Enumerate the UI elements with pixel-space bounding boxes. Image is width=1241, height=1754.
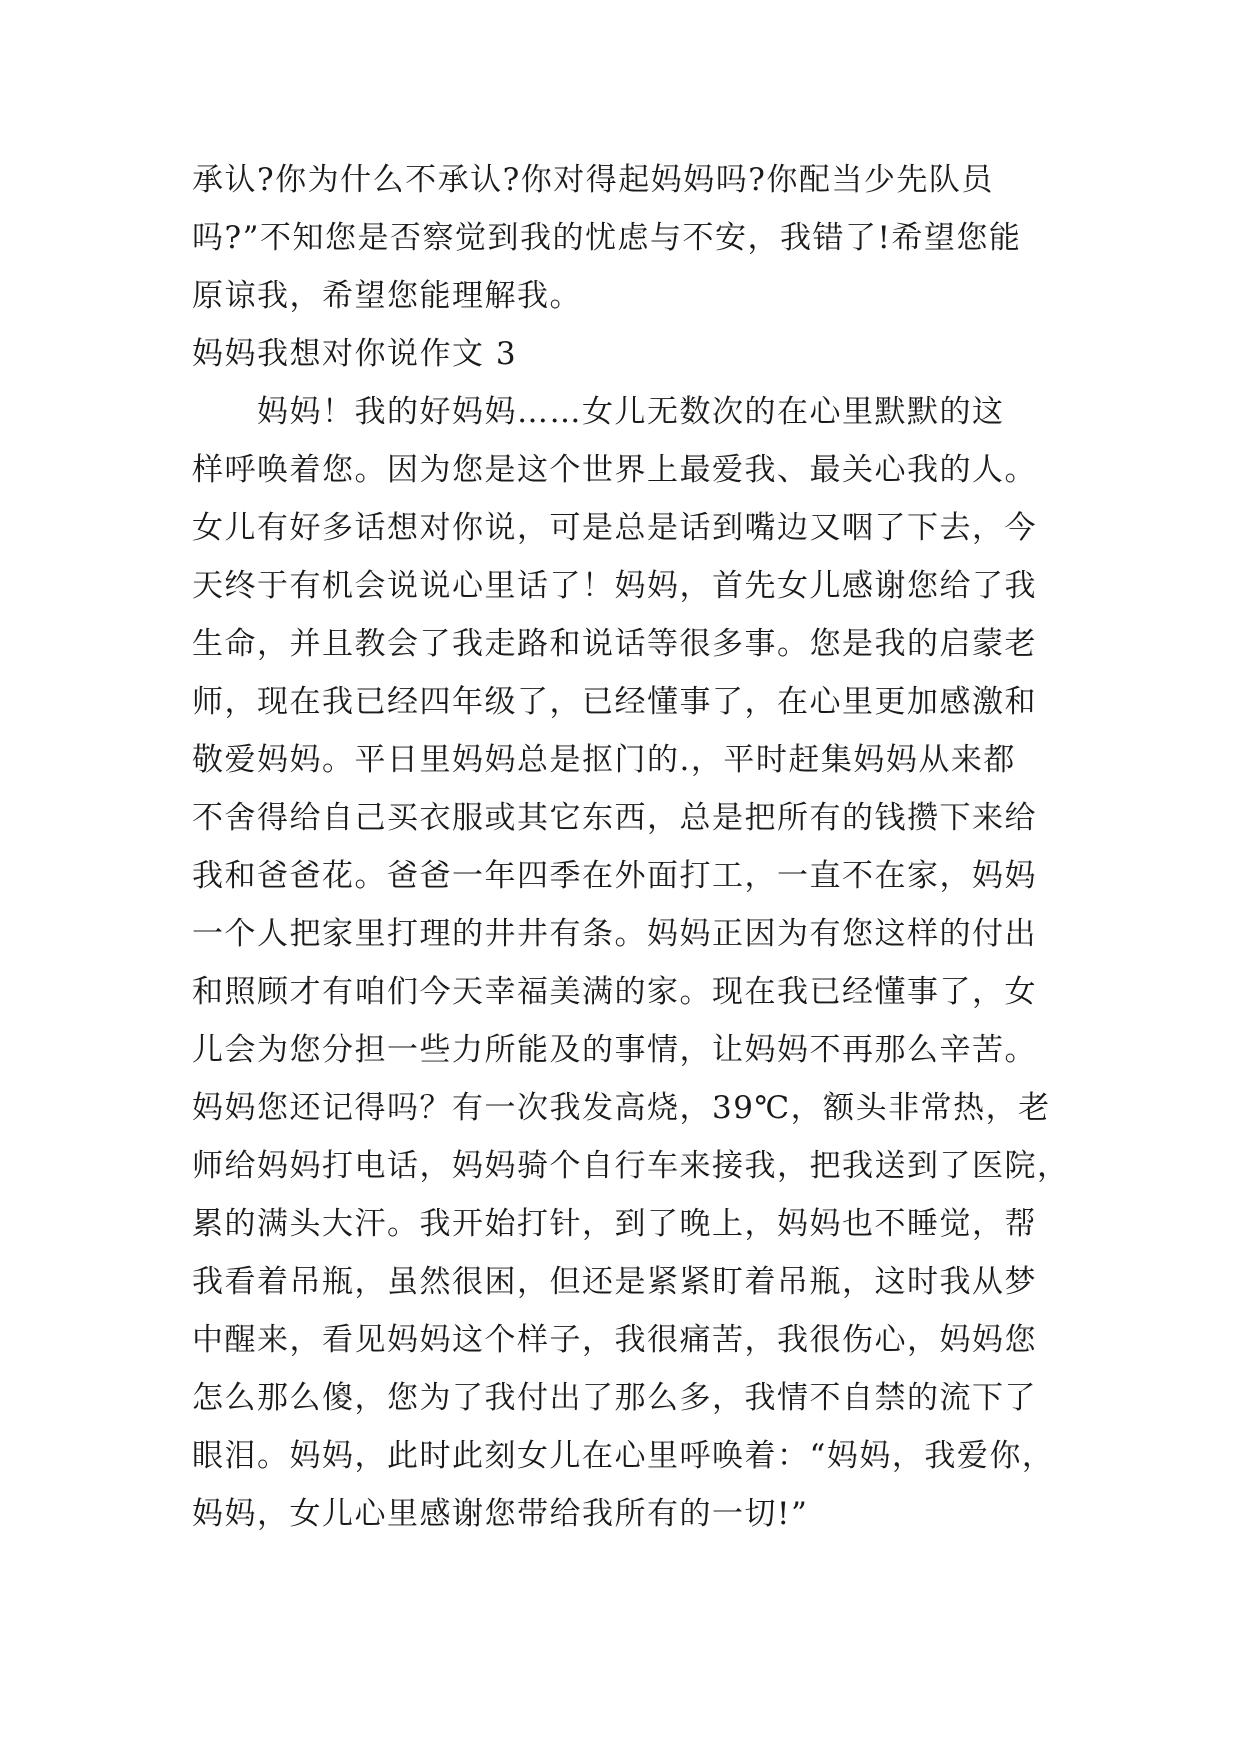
text-line: 师给妈妈打电话，妈妈骑个自行车来接我，把我送到了医院， (192, 1148, 1070, 1184)
text-line: 师，现在我已经四年级了，已经懂事了，在心里更加感激和 (192, 684, 1037, 720)
text-line: 我看着吊瓶，虽然很困，但还是紧紧盯着吊瓶，这时我从梦 (192, 1264, 1037, 1300)
text-line: 妈妈您还记得吗？有一次我发高烧，39℃，额头非常热，老 (192, 1090, 1051, 1126)
text-line: 天终于有机会说说心里话了！妈妈，首先女儿感谢您给了我 (192, 568, 1037, 604)
text-line: 怎么那么傻，您为了我付出了那么多，我情不自禁的流下了 (192, 1380, 1037, 1416)
text-line: 一个人把家里打理的井井有条。妈妈正因为有您这样的付出 (192, 916, 1037, 952)
text-line: 样呼唤着您。因为您是这个世界上最爱我、最关心我的人。 (192, 452, 1037, 488)
text-line: 儿会为您分担一些力所能及的事情，让妈妈不再那么辛苦。 (192, 1032, 1037, 1068)
text-line: 妈妈！我的好妈妈……女儿无数次的在心里默默的这 (192, 394, 1005, 430)
text-line: 眼泪。妈妈，此时此刻女儿在心里呼唤着：“妈妈，我爱你， (192, 1438, 1055, 1474)
text-line: 原谅我，希望您能理解我。 (192, 278, 582, 314)
text-line: 妈妈，女儿心里感谢您带给我所有的一切!” (192, 1496, 809, 1532)
text-line: 和照顾才有咱们今天幸福美满的家。现在我已经懂事了，女 (192, 974, 1037, 1010)
text-line: 女儿有好多话想对你说，可是总是话到嘴边又咽了下去，今 (192, 510, 1037, 546)
text-line: 生命，并且教会了我走路和说话等很多事。您是我的启蒙老 (192, 626, 1037, 662)
text-line: 中醒来，看见妈妈这个样子，我很痛苦，我很伤心，妈妈您 (192, 1322, 1037, 1358)
text-line: 吗?”不知您是否察觉到我的忧虑与不安，我错了!希望您能 (192, 220, 1022, 256)
text-line: 我和爸爸花。爸爸一年四季在外面打工，一直不在家，妈妈 (192, 858, 1037, 894)
text-line: 累的满头大汗。我开始打针，到了晚上，妈妈也不睡觉，帮 (192, 1206, 1037, 1242)
section-title: 妈妈我想对你说作文 3 (192, 336, 518, 372)
text-line: 敬爱妈妈。平日里妈妈总是抠门的.，平时赶集妈妈从来都 (192, 742, 1016, 778)
text-line: 不舍得给自己买衣服或其它东西，总是把所有的钱攒下来给 (192, 800, 1037, 836)
text-line: 承认?你为什么不承认?你对得起妈妈吗?你配当少先队员 (192, 162, 994, 198)
